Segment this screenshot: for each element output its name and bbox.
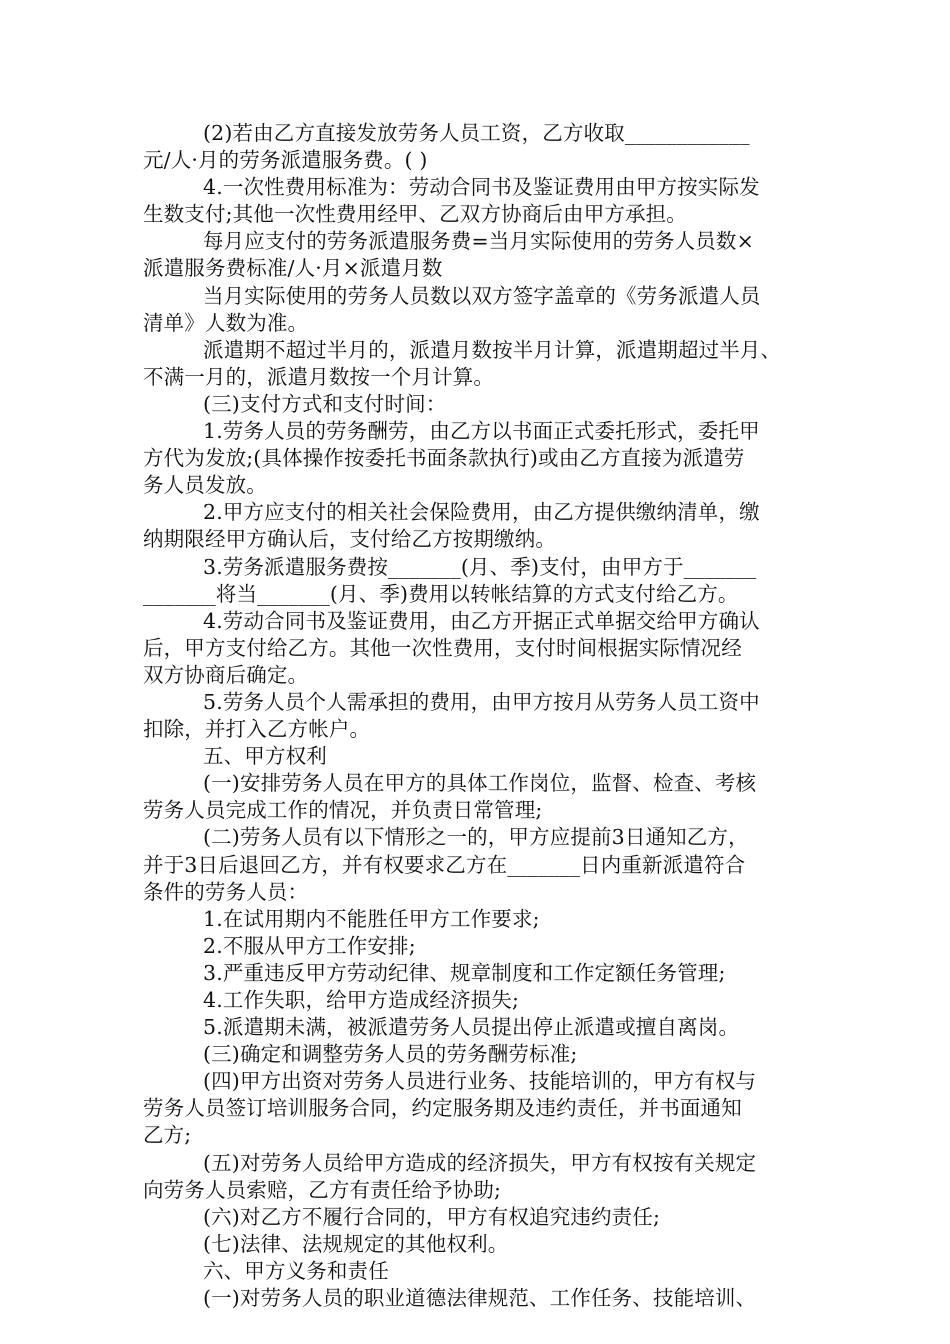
text-line: 每月应支付的劳务派遣服务费=当月实际使用的劳务人员数× xyxy=(203,229,754,254)
text-line: (一)对劳务人员的职业道德法律规范、工作任务、技能培训、 xyxy=(203,1286,757,1311)
text-line: 不满一月的，派遣月数按一个月计算。 xyxy=(143,364,495,389)
text-line: 五、甲方权利 xyxy=(203,744,327,769)
text-line: (六)对乙方不履行合同的，甲方有权追究违约责任; xyxy=(203,1204,661,1229)
text-line: 2.甲方应支付的相关社会保险费用，由乙方提供缴纳清单，缴 xyxy=(203,500,760,525)
text-line: 2.不服从甲方工作安排; xyxy=(203,933,416,958)
text-line: 3.劳务派遣服务费按_______(月、季)支付，由甲方于_______ xyxy=(203,554,757,579)
text-line: 六、甲方义务和责任 xyxy=(203,1258,389,1283)
text-line: 元/人·月的劳务派遣服务费。( ) xyxy=(143,148,428,173)
text-line: (2)若由乙方直接发放劳务人员工资，乙方收取____________ xyxy=(203,121,750,145)
text-line: 3.严重违反甲方劳动纪律、规章制度和工作定额任务管理; xyxy=(203,960,726,985)
text-line: 劳务人员完成工作的情况，并负责日常管理; xyxy=(143,798,543,823)
text-line: 条件的劳务人员： xyxy=(143,879,309,904)
text-line: 生数支付;其他一次性费用经甲、乙双方协商后由甲方承担。 xyxy=(143,202,687,227)
text-line: 4.一次性费用标准为：劳动合同书及鉴证费用由甲方按实际发 xyxy=(203,175,760,200)
text-line: 5.劳务人员个人需承担的费用，由甲方按月从劳务人员工资中 xyxy=(203,689,760,714)
text-line: 乙方; xyxy=(143,1123,192,1148)
text-line: 派遣期不超过半月的，派遣月数按半月计算，派遣期超过半月、 xyxy=(203,337,782,362)
text-line: (二)劳务人员有以下情形之一的，甲方应提前3日通知乙方， xyxy=(203,825,749,850)
text-line: (三)确定和调整劳务人员的劳务酬劳标准; xyxy=(203,1042,578,1067)
text-line: 双方协商后确定。 xyxy=(143,662,309,687)
text-line: (七)法律、法规规定的其他权利。 xyxy=(203,1231,509,1256)
document-body xyxy=(143,120,815,1312)
text-line: 扣除，并打入乙方帐户。 xyxy=(143,717,371,742)
text-line: 清单》人数为准。 xyxy=(143,310,309,335)
text-line: 向劳务人员索赔，乙方有责任给予协助; xyxy=(143,1177,502,1202)
text-line: 劳务人员签订培训服务合同，约定服务期及违约责任，并书面通知 xyxy=(143,1096,742,1121)
text-line: 派遣服务费标准/人·月×派遣月数 xyxy=(143,256,443,281)
text-line: 5.派遣期未满，被派遣劳务人员提出停止派遣或擅自离岗。 xyxy=(203,1015,740,1040)
text-line: (五)对劳务人员给甲方造成的经济损失，甲方有权按有关规定 xyxy=(203,1150,757,1175)
text-line: 方代为发放;(具体操作按委托书面条款执行)或由乙方直接为派遣劳 xyxy=(143,446,745,471)
text-line: (三)支付方式和支付时间： xyxy=(203,391,447,416)
text-line: 纳期限经甲方确认后，支付给乙方按期缴纳。 xyxy=(143,527,556,552)
text-line: 务人员发放。 xyxy=(143,473,267,498)
text-line: 4.工作失职，给甲方造成经济损失; xyxy=(203,988,520,1012)
text-line: _______将当_______(月、季)费用以转帐结算的方式支付给乙方。 xyxy=(143,581,739,606)
text-line: 4.劳动合同书及鉴证费用，由乙方开据正式单据交给甲方确认 xyxy=(203,608,760,633)
text-line: (四)甲方出资对劳务人员进行业务、技能培训的，甲方有权与 xyxy=(203,1069,757,1094)
text-line: 1.在试用期内不能胜任甲方工作要求; xyxy=(203,906,540,931)
text-line: (一)安排劳务人员在甲方的具体工作岗位，监督、检查、考核 xyxy=(203,771,757,796)
text-line: 当月实际使用的劳务人员数以双方签字盖章的《劳务派遣人员 xyxy=(203,283,761,308)
text-line: 1.劳务人员的劳务酬劳，由乙方以书面正式委托形式，委托甲 xyxy=(203,419,760,444)
text-line: 后，甲方支付给乙方。其他一次性费用，支付时间根据实际情况经 xyxy=(143,635,742,660)
text-line: 并于3日后退回乙方，并有权要求乙方在_______日内重新派遣符合 xyxy=(143,852,746,877)
